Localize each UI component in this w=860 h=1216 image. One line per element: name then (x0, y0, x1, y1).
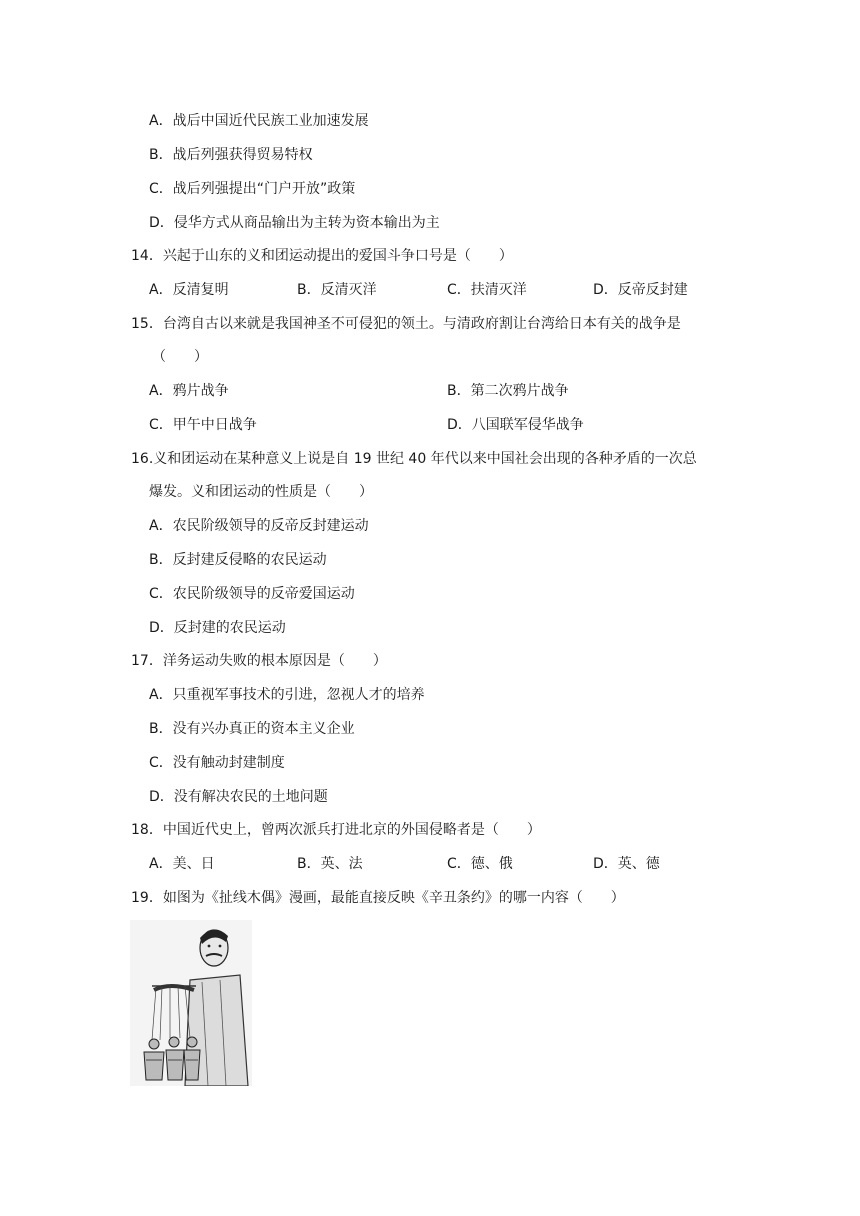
q13-option-a: A．战后中国近代民族工业加速发展 (149, 113, 369, 129)
q14-option-a: A．反清复明 (149, 282, 229, 298)
q14-option-b: B．反清灭洋 (297, 282, 377, 298)
q16-stem-line2: 爆发。义和团运动的性质是（ ） (149, 484, 373, 500)
q18-stem: 18．中国近代史上，曾两次派兵打进北京的外国侵略者是（ ） (131, 822, 541, 838)
q15-option-c: C．甲午中日战争 (149, 417, 257, 433)
q15-stem-line2: （ ） (152, 349, 208, 365)
q16-option-b: B．反封建反侵略的农民运动 (149, 552, 327, 568)
q16-stem-line1: 16.义和团运动在某种意义上说是自 19 世纪 40 年代以来中国社会出现的各种矛盾的一次总 (131, 451, 697, 467)
q18-option-d: D．英、德 (593, 856, 660, 872)
q18-option-b: B．英、法 (297, 856, 363, 872)
q17-option-d: D．没有解决农民的土地问题 (149, 789, 328, 805)
q15-option-b: B．第二次鸦片战争 (447, 383, 569, 399)
q16-option-a: A．农民阶级领导的反帝反封建运动 (149, 518, 369, 534)
puppet-cartoon-image (130, 920, 252, 1086)
q14-option-c: C．扶清灭洋 (447, 282, 527, 298)
q16-option-c: C．农民阶级领导的反帝爱国运动 (149, 586, 355, 602)
q18-option-a: A．美、日 (149, 856, 215, 872)
q15-option-a: A．鸦片战争 (149, 383, 229, 399)
q17-option-c: C．没有触动封建制度 (149, 755, 285, 771)
q14-stem: 14．兴起于山东的义和团运动提出的爱国斗争口号是（ ） (131, 248, 513, 264)
q14-option-d: D．反帝反封建 (593, 282, 688, 298)
q13-option-c: C．战后列强提出“门户开放”政策 (149, 181, 356, 197)
q13-option-b: B．战后列强获得贸易特权 (149, 147, 313, 163)
q13-option-d: D．侵华方式从商品输出为主转为资本输出为主 (149, 215, 440, 231)
q15-stem-line1: 15．台湾自古以来就是我国神圣不可侵犯的领土。与清政府割让台湾给日本有关的战争是 (131, 316, 681, 332)
q17-option-a: A．只重视军事技术的引进，忽视人才的培养 (149, 687, 425, 703)
q19-stem: 19．如图为《扯线木偶》漫画，最能直接反映《辛丑条约》的哪一内容（ ） (131, 890, 625, 906)
q15-option-d: D．八国联军侵华战争 (447, 417, 584, 433)
q18-option-c: C．德、俄 (447, 856, 513, 872)
q17-stem: 17．洋务运动失败的根本原因是（ ） (131, 653, 387, 669)
q17-option-b: B．没有兴办真正的资本主义企业 (149, 721, 355, 737)
q16-option-d: D．反封建的农民运动 (149, 620, 286, 636)
